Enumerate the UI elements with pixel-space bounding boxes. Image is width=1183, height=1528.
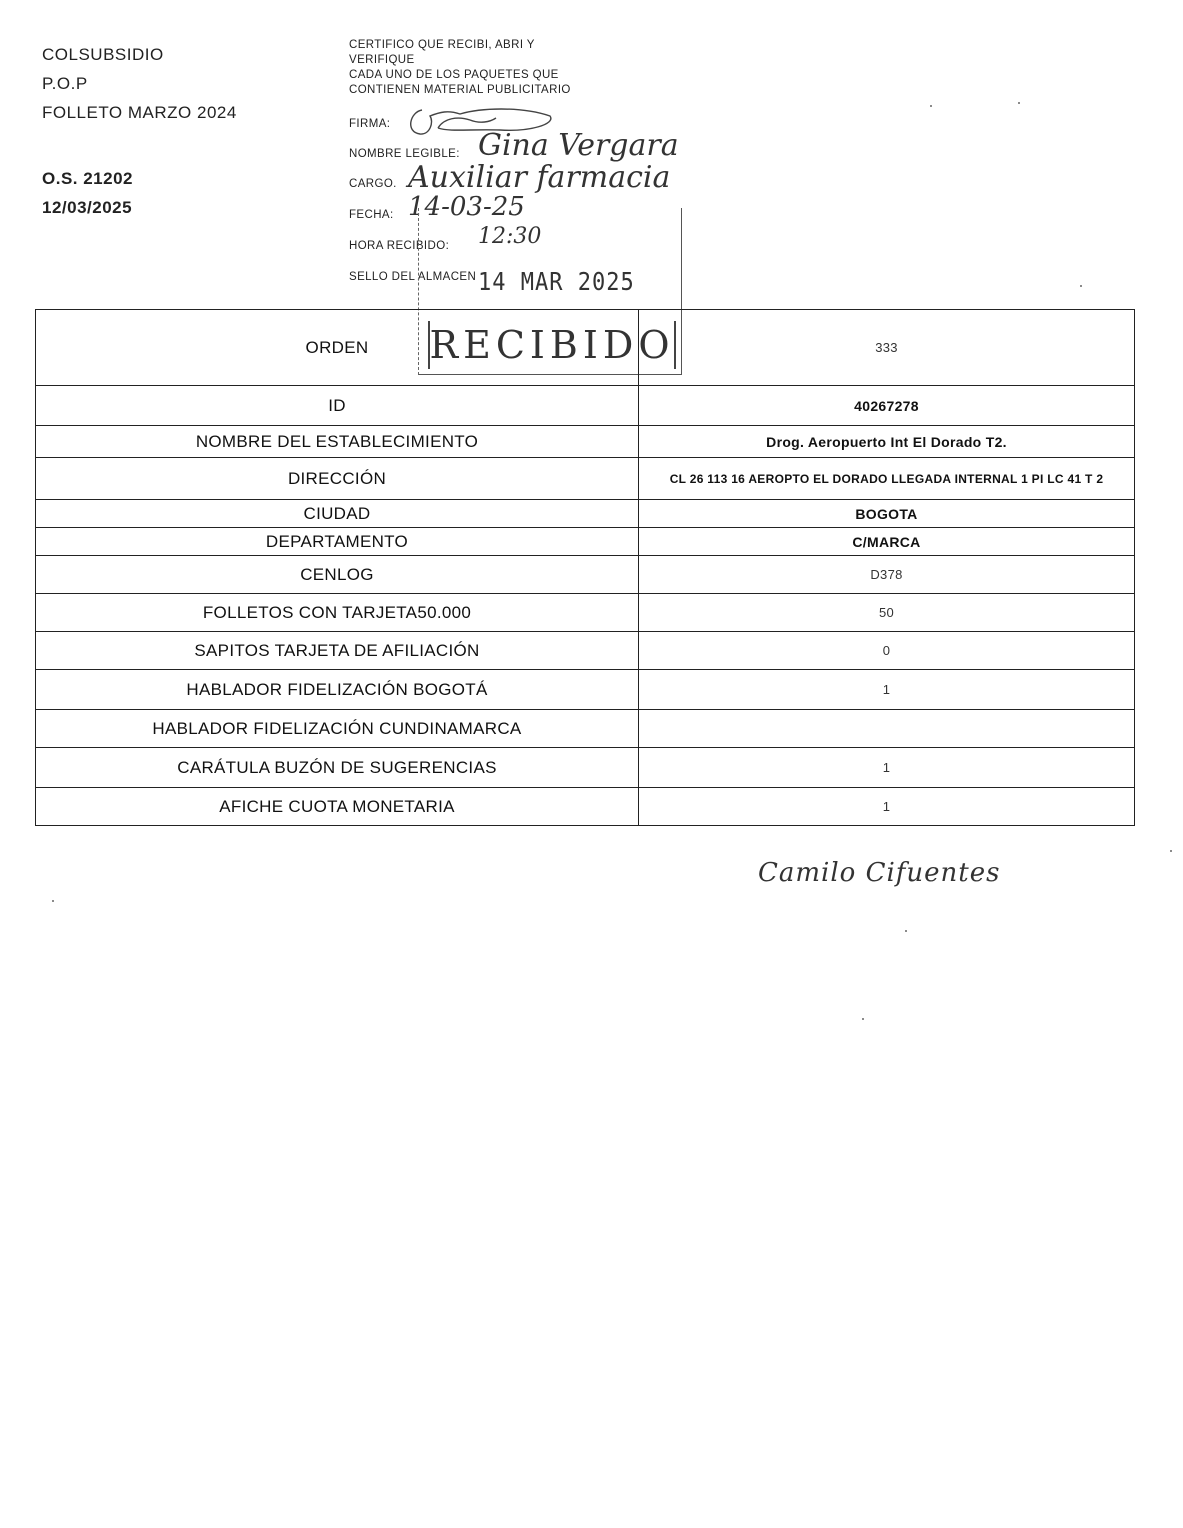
scan-speck <box>1018 102 1020 104</box>
document-date: 12/03/2025 <box>42 198 133 217</box>
row-value: C/MARCA <box>639 528 1135 556</box>
row-value: 40267278 <box>639 386 1135 426</box>
cargo-handwritten: Auxiliar farmacia <box>408 160 671 195</box>
firma-label: FIRMA: <box>349 118 391 130</box>
row-value: 50 <box>639 594 1135 632</box>
table-row <box>36 670 1135 710</box>
pop-code: P.O.P <box>42 74 88 93</box>
row-value: 1 <box>639 670 1135 710</box>
row-label: ORDEN <box>36 310 639 386</box>
order-service-number: O.S. 21202 <box>42 169 134 188</box>
scan-speck <box>930 105 932 107</box>
row-label: SAPITOS TARJETA DE AFILIACIÓN <box>36 632 639 670</box>
folleto-title: FOLLETO MARZO 2024 <box>42 103 237 122</box>
table-row <box>36 594 1135 632</box>
row-label: ID <box>36 386 639 426</box>
table-row <box>36 386 1135 426</box>
handwritten-signature: Camilo Cifuentes <box>758 858 1001 888</box>
row-value: 1 <box>639 748 1135 788</box>
row-value <box>639 710 1135 748</box>
row-label: HABLADOR FIDELIZACIÓN BOGOTÁ <box>36 670 639 710</box>
cert-line: CONTIENEN MATERIAL PUBLICITARIO <box>349 84 571 96</box>
row-label: NOMBRE DEL ESTABLECIMIENTO <box>36 426 639 458</box>
document-header <box>42 40 237 222</box>
nombre-label: NOMBRE LEGIBLE: <box>349 148 460 160</box>
table-row <box>36 500 1135 528</box>
company-name: COLSUBSIDIO <box>42 45 164 64</box>
row-label: CENLOG <box>36 556 639 594</box>
row-label: AFICHE CUOTA MONETARIA <box>36 788 639 826</box>
scan-speck <box>1080 285 1082 287</box>
table-row <box>36 710 1135 748</box>
row-value: BOGOTA <box>639 500 1135 528</box>
fecha-handwritten: 14-03-25 <box>408 192 525 222</box>
row-value: 0 <box>639 632 1135 670</box>
row-value: D378 <box>639 556 1135 594</box>
scan-speck <box>1170 850 1172 852</box>
row-label: DEPARTAMENTO <box>36 528 639 556</box>
row-label: CARÁTULA BUZÓN DE SUGERENCIAS <box>36 748 639 788</box>
table-row <box>36 458 1135 500</box>
table-row <box>36 528 1135 556</box>
certification-text <box>349 38 571 98</box>
cert-line: CADA UNO DE LOS PAQUETES QUE <box>349 69 559 81</box>
table-row <box>36 748 1135 788</box>
row-label: HABLADOR FIDELIZACIÓN CUNDINAMARCA <box>36 710 639 748</box>
cert-line: VERIFIQUE <box>349 54 415 66</box>
row-value: Drog. Aeropuerto Int El Dorado T2. <box>639 426 1135 458</box>
delivery-table <box>35 309 1135 826</box>
stamp-date: 14 MAR 2025 <box>478 268 635 297</box>
row-label: CIUDAD <box>36 500 639 528</box>
table-row <box>36 632 1135 670</box>
cert-line: CERTIFICO QUE RECIBI, ABRI Y <box>349 39 535 51</box>
row-value: 1 <box>639 788 1135 826</box>
row-label: DIRECCIÓN <box>36 458 639 500</box>
scan-speck <box>862 1018 864 1020</box>
table-row <box>36 788 1135 826</box>
table-row <box>36 426 1135 458</box>
cargo-label: CARGO. <box>349 178 397 190</box>
scan-speck <box>905 930 907 932</box>
row-value: CL 26 113 16 AEROPTO EL DORADO LLEGADA INTERNAL 1 PI LC 41 T 2 <box>639 458 1135 500</box>
recibido-stamp: RECIBIDO <box>429 323 675 367</box>
hora-label: HORA RECIBIDO: <box>349 240 450 252</box>
sello-label: SELLO DEL ALMACEN <box>349 271 477 283</box>
table-row <box>36 556 1135 594</box>
scan-speck <box>52 900 54 902</box>
fecha-label: FECHA: <box>349 209 394 221</box>
hora-handwritten: 12:30 <box>478 224 542 249</box>
row-label: FOLLETOS CON TARJETA50.000 <box>36 594 639 632</box>
row-value: 333 <box>639 310 1135 386</box>
nombre-handwritten: Gina Vergara <box>478 128 679 163</box>
